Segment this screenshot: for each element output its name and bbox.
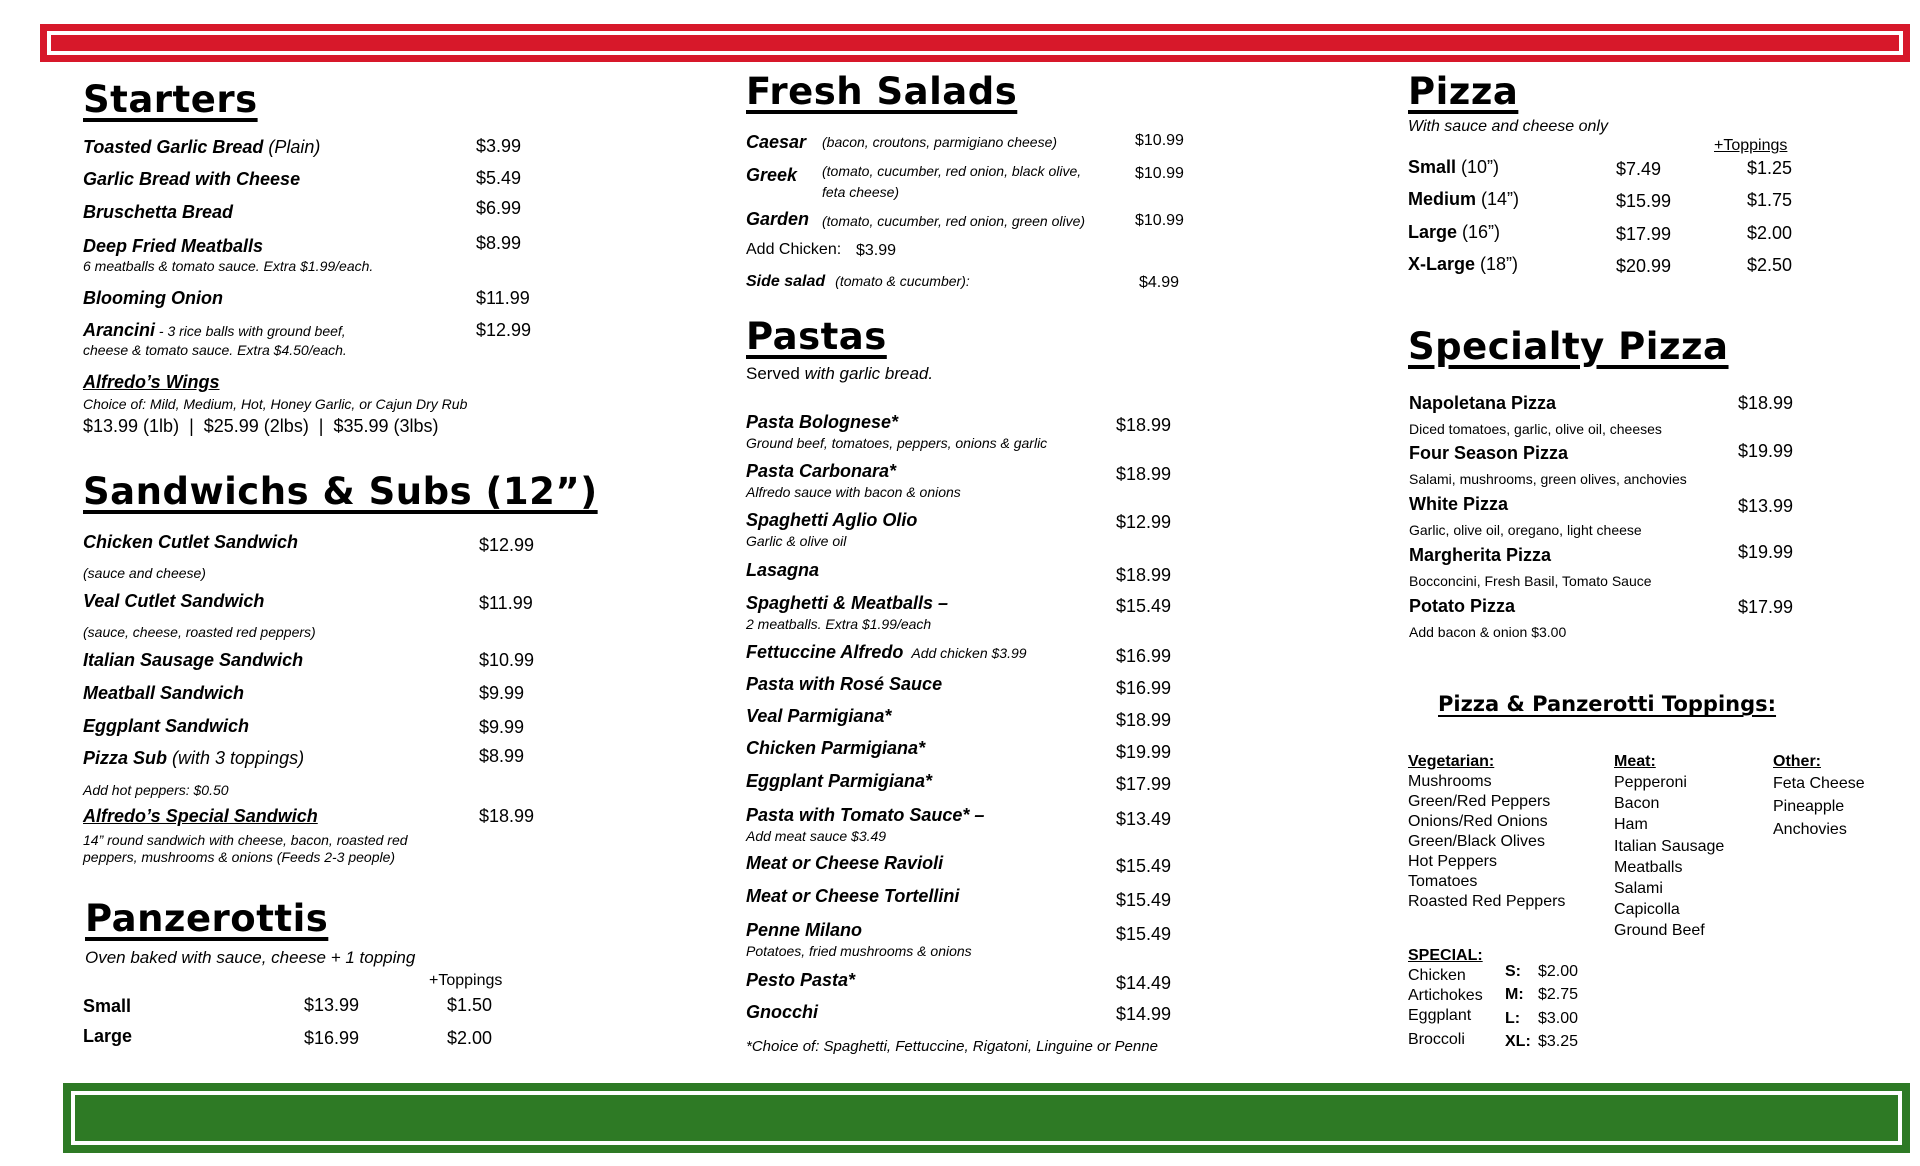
list-item: Side salad (tomato & cucumber): [746,273,970,290]
panzerottis-title: Panzerottis [85,897,329,940]
topping-item: Salami [1614,880,1663,898]
special-size: L: [1505,1009,1521,1027]
size-inches: (14”) [1476,189,1520,209]
topping-item: Italian Sausage [1614,837,1725,855]
topping-item: Eggplant [1408,1007,1472,1024]
list-item [746,886,959,907]
list-item: Garden [746,209,810,229]
item-name: Meat or Cheese Ravioli [746,853,944,873]
topping-item: Ham [1614,816,1648,834]
item-description: Diced tomatoes, garlic, olive oil, cheeses [1409,421,1662,437]
topping-price: $2.50 [1747,255,1793,275]
special-price-row [1505,983,1578,1006]
item-description: Ground beef, tomatoes, peppers, onions & garlic [746,435,1048,451]
item-description: (sauce, cheese, roasted red peppers) [83,624,316,640]
item-description: cheese & tomato sauce. Extra $4.50/each. [83,342,347,358]
list-item: Veal Cutlet Sandwich [83,591,265,611]
item-name: Pasta Carbonara* [746,461,897,481]
price: $18.99 [1116,415,1172,435]
topping-item: Mushrooms [1408,773,1492,790]
size-name: X-Large [1408,254,1476,274]
price: $16.99 [1116,646,1172,666]
panzerottis-subtitle: Oven baked with sauce, cheese + 1 topping [85,948,416,967]
size-row [1408,222,1500,243]
topping-item: Artichokes [1408,987,1483,1004]
price: $12.99 [476,320,532,340]
salads-title: Fresh Salads [746,70,1018,113]
topping-item: Pepperoni [1614,774,1687,791]
list-item: Chicken Cutlet Sandwich [83,532,299,552]
list-item: Eggplant Sandwich [83,716,250,736]
wings-title: Alfredo’s Wings [83,372,220,392]
wings-prices: $13.99 (1lb) | $25.99 (2lbs) | $35.99 (3lbs) [83,416,439,436]
list-item: Napoletana Pizza [1409,393,1557,413]
topping-item: Broccoli [1408,1031,1465,1048]
special-column [1408,946,1483,1050]
size-row [1408,157,1499,178]
list-item: Potato Pizza [1409,596,1516,616]
other-column [1773,752,1865,841]
list-item [746,461,896,482]
topping-item: Feta Cheese [1773,775,1865,792]
item-description: Garlic, olive oil, oregano, light cheese [1409,522,1642,538]
item-description: Garlic & olive oil [746,533,847,549]
item-description: Add bacon & onion $3.00 [1409,624,1567,640]
vegetarian-heading: Vegetarian: [1408,753,1495,770]
special-size: M: [1505,986,1524,1004]
list-item [746,706,891,727]
list-item: Garlic Bread with Cheese [83,169,301,189]
price: $14.99 [1116,1004,1172,1024]
pastas-subtitle: Served with garlic bread. [746,364,934,383]
price: $17.99 [1116,774,1172,794]
item-name: Spaghetti & Meatballs – [746,593,949,613]
price: $12.99 [479,535,535,555]
item-name: Lasagna [746,560,820,580]
list-item: Four Season Pizza [1409,443,1569,463]
list-item: Meatball Sandwich [83,683,245,703]
topping-item: Ground Beef [1614,922,1705,940]
price: $20.99 [1616,256,1672,276]
list-item [746,593,948,614]
list-item [746,510,917,531]
size-row [1408,189,1519,210]
list-item: Greek [746,165,798,185]
item-description: feta cheese) [822,184,900,200]
item-name: Veal Parmigiana* [746,706,892,726]
price: $17.99 [1616,224,1672,244]
price: $10.99 [479,650,535,670]
special-price-row [1505,960,1578,983]
toppings-header: +Toppings [429,972,503,989]
topping-item: Hot Peppers [1408,853,1497,870]
item-description: 14” round sandwich with cheese, bacon, roasted red [83,832,408,848]
price: $9.99 [479,717,525,737]
size-name: Small [1408,157,1457,177]
item-name: Penne Milano [746,920,863,940]
item-description: Add meat sauce $3.49 [746,828,887,844]
item-name: Pesto Pasta* [746,970,856,990]
item-name: Pasta with Rosé Sauce [746,674,943,694]
list-item [746,560,819,581]
size-inches: (18”) [1475,254,1519,274]
price: $15.99 [1616,191,1672,211]
list-item [746,920,862,941]
price: $14.49 [1116,973,1172,993]
list-item: Bruschetta Bread [83,202,234,222]
item-name: Pasta Bolognese* [746,412,899,432]
pastas-title: Pastas [746,315,887,358]
size-row [1408,254,1518,275]
price: $5.49 [476,168,522,188]
sandwiches-title: Sandwichs & Subs (12”) [83,470,598,513]
topping-price: $1.75 [1747,190,1793,210]
list-item [746,1002,818,1023]
price: $13.99 [304,995,360,1015]
top-red-band [40,24,1910,62]
price: $9.99 [479,683,525,703]
vegetarian-column [1408,752,1565,912]
price: $3.99 [476,136,522,156]
size-inches: (16”) [1457,222,1501,242]
pizza-title: Pizza [1408,70,1519,113]
list-item [746,771,932,792]
item-note: Add chicken $3.99 [911,645,1027,661]
special-size: XL: [1505,1032,1531,1050]
special-price-row [1505,1007,1578,1030]
price: $18.99 [1116,464,1172,484]
size-row: Small [83,996,132,1016]
item-description: Bocconcini, Fresh Basil, Tomato Sauce [1409,573,1652,589]
special-price: $2.00 [1538,963,1579,980]
price: $8.99 [476,233,522,253]
topping-item: Green/Red Peppers [1408,793,1551,810]
list-item [746,805,984,826]
special-price: $3.00 [1538,1009,1579,1027]
topping-item: Onions/Red Onions [1408,813,1548,830]
special-price: $3.25 [1538,1032,1579,1050]
price: $18.99 [1116,710,1172,730]
item-name: Eggplant Parmigiana* [746,771,933,791]
specialty-title: Specialty Pizza [1408,325,1729,368]
item-name: Gnocchi [746,1002,819,1022]
item-name: Spaghetti Aglio Olio [746,510,918,530]
price: $11.99 [479,593,533,613]
item-description: (tomato, cucumber, red onion, black olive, [822,163,1082,179]
item-description: Add hot peppers: $0.50 [83,782,229,798]
topping-price: $1.25 [1747,158,1793,178]
price: $7.49 [1616,159,1662,179]
special-price-row [1505,1030,1578,1053]
item-description: 6 meatballs & tomato sauce. Extra $1.99/each. [83,258,374,274]
list-item: Margherita Pizza [1409,545,1552,565]
price: $8.99 [479,746,525,766]
price: $18.99 [1738,393,1794,413]
list-item [746,674,942,695]
topping-item: Tomatoes [1408,873,1478,890]
price: $19.99 [1116,742,1172,762]
price: $10.99 [1135,165,1184,182]
price: $17.99 [1738,597,1794,617]
list-item: Italian Sausage Sandwich [83,650,304,670]
list-item: Toasted Garlic Bread (Plain) [83,137,321,157]
topping-item: Anchovies [1773,821,1847,838]
list-item: Deep Fried Meatballs [83,236,264,256]
price: $11.99 [476,288,530,308]
item-description: (tomato, cucumber, red onion, green olive) [822,213,1086,229]
item-name: Pasta with Tomato Sauce* – [746,805,985,825]
meat-column [1614,752,1724,942]
list-item [746,412,898,433]
meat-heading: Meat: [1614,753,1656,770]
price: $18.99 [1116,565,1172,585]
topping-item: Roasted Red Peppers [1408,893,1566,910]
special-price: $2.75 [1538,986,1579,1004]
price: $10.99 [1135,212,1184,229]
list-item [746,738,925,759]
price: $19.99 [1738,542,1794,562]
item-description: (bacon, croutons, parmigiano cheese) [822,134,1058,150]
list-item: Caesar [746,132,807,152]
item-description: 2 meatballs. Extra $1.99/each [746,616,932,632]
item-name: Fettuccine Alfredo [746,642,904,662]
topping-item: Green/Black Olives [1408,833,1545,850]
topping-price: $1.50 [447,995,493,1015]
special-heading: SPECIAL: [1408,947,1483,964]
list-item [746,970,855,991]
list-item: Blooming Onion [83,288,223,308]
price: $15.49 [1116,596,1172,616]
list-item [746,853,943,874]
price: $15.49 [1116,890,1172,910]
price: $16.99 [1116,678,1172,698]
topping-item: Chicken [1408,967,1466,984]
item-name: Chicken Parmigiana* [746,738,926,758]
price: $3.99 [856,242,897,259]
size-name: Medium [1408,189,1477,209]
item-description: peppers, mushrooms & onions (Feeds 2-3 people) [83,849,396,865]
topping-price: $2.00 [1747,223,1793,243]
add-chicken-label: Add Chicken: [746,241,842,258]
pizza-subtitle: With sauce and cheese only [1408,118,1608,135]
item-name: Meat or Cheese Tortellini [746,886,960,906]
list-item: Arancini - 3 rice balls with ground beef, [83,320,346,340]
price: $16.99 [304,1028,360,1048]
price: $4.99 [1139,274,1180,291]
toppings-title: Pizza & Panzerotti Toppings: [1438,692,1777,716]
price: $15.49 [1116,924,1172,944]
list-item: Pizza Sub (with 3 toppings) [83,748,305,768]
price: $18.99 [479,806,535,826]
list-item: Alfredo’s Special Sandwich [83,806,318,826]
toppings-header: +Toppings [1714,137,1788,154]
topping-item: Meatballs [1614,858,1683,876]
size-inches: (10”) [1456,157,1500,177]
list-item: White Pizza [1409,494,1509,514]
item-description: (sauce and cheese) [83,565,206,581]
other-heading: Other: [1773,753,1821,770]
topping-item: Pineapple [1773,798,1845,815]
item-description: Alfredo sauce with bacon & onions [746,484,961,500]
pastas-footnote: *Choice of: Spaghetti, Fettuccine, Rigatoni, Linguine or Penne [746,1038,1158,1055]
wings-description: Choice of: Mild, Medium, Hot, Honey Garlic, or Cajun Dry Rub [83,396,468,412]
price: $12.99 [1116,512,1172,532]
price: $13.99 [1738,496,1794,516]
topping-item: Bacon [1614,795,1660,813]
item-description: Salami, mushrooms, green olives, anchovies [1409,471,1687,487]
special-prices [1505,960,1578,1053]
price: $13.49 [1116,809,1172,829]
price: $10.99 [1135,132,1184,149]
list-item [746,642,1027,663]
price: $19.99 [1738,441,1794,461]
topping-price: $2.00 [447,1028,493,1048]
price: $6.99 [476,198,522,218]
topping-item: Capicolla [1614,901,1680,919]
bottom-green-band [63,1083,1910,1153]
size-name: Large [1408,222,1458,242]
special-size: S: [1505,963,1521,980]
size-row: Large [83,1026,133,1046]
price: $15.49 [1116,856,1172,876]
starters-title: Starters [83,78,258,121]
item-description: Potatoes, fried mushrooms & onions [746,943,972,959]
